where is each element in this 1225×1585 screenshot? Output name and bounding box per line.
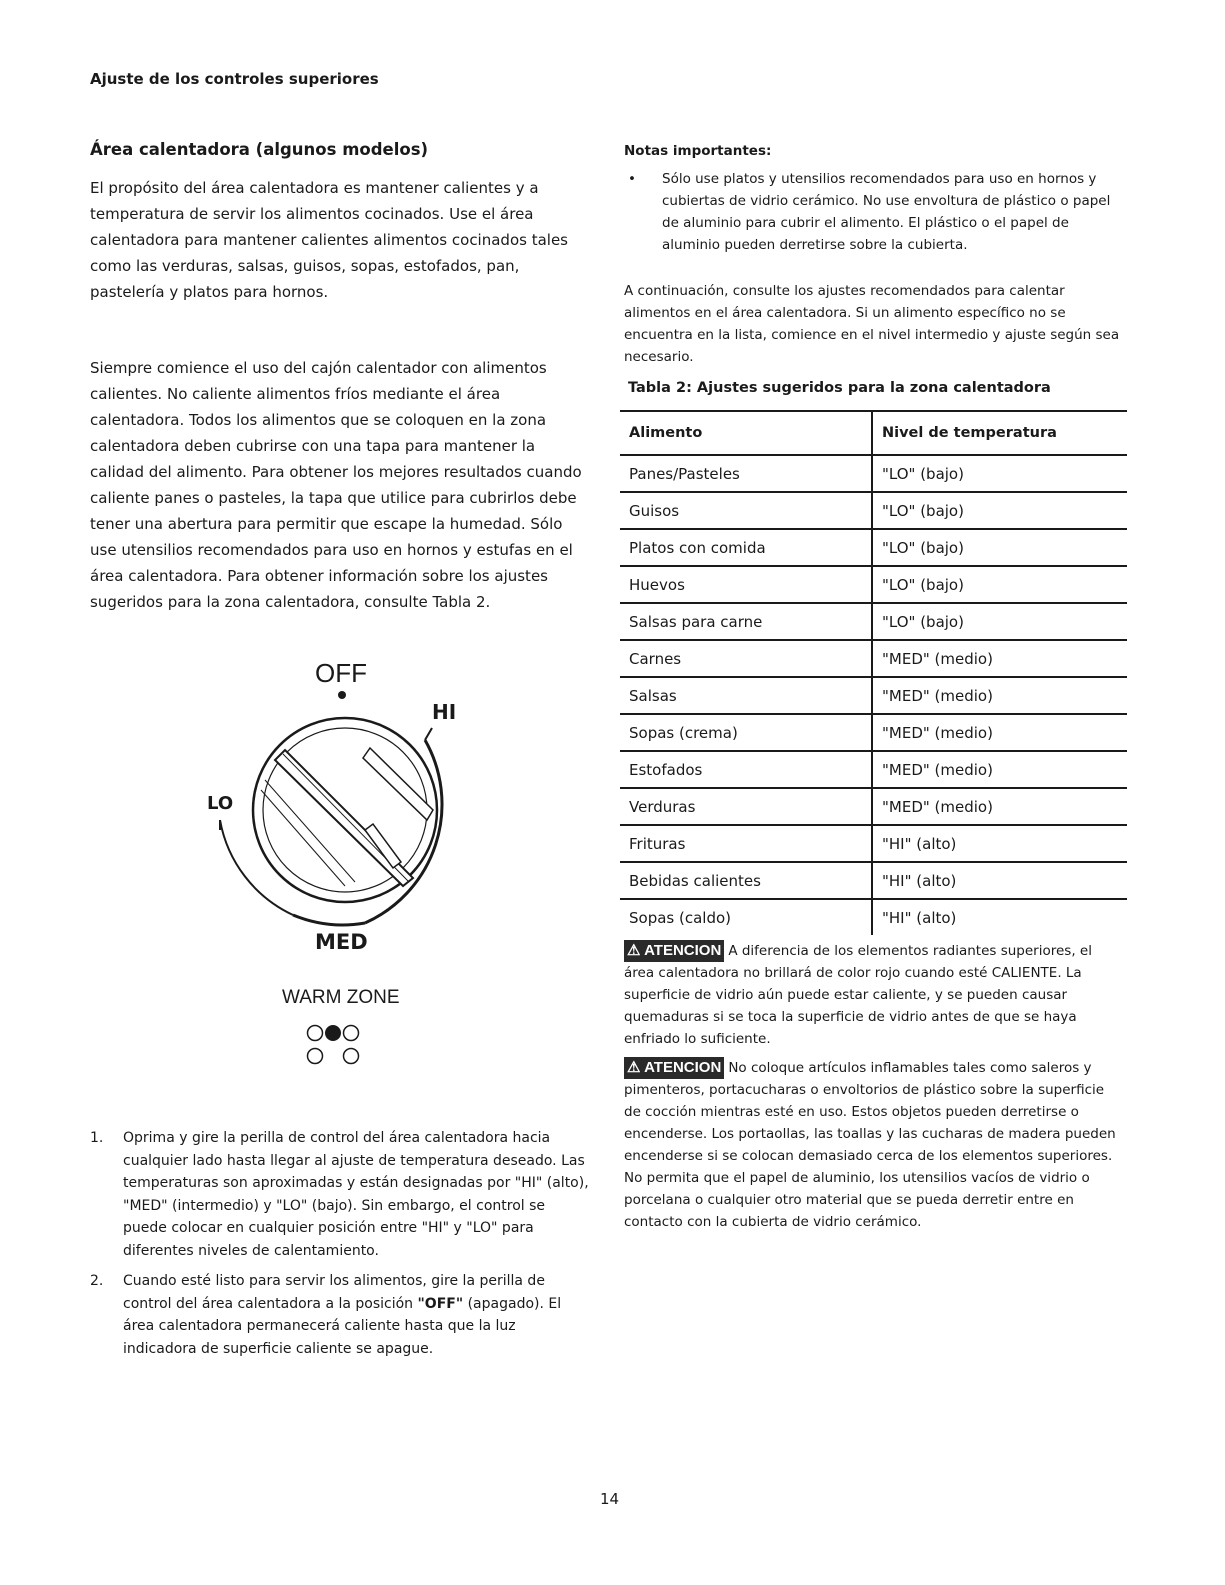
bullet: • — [628, 171, 636, 187]
warning-block-2 — [624, 1057, 1124, 1233]
section-title: Ajuste de los controles superiores — [90, 70, 379, 88]
food-cell: Huevos — [620, 566, 872, 603]
food-cell: Carnes — [620, 640, 872, 677]
step-text-part: (apagado). El área calentadora permanecerá caliente hasta que la luz indicadora de superficie caliente se apague. — [123, 1295, 562, 1357]
column-header: Nivel de temperatura — [872, 411, 1127, 455]
table-caption: Tabla 2: Ajustes sugeridos para la zona calentadora — [628, 380, 1051, 396]
table-row — [620, 862, 1127, 899]
lo-label: LO — [207, 793, 234, 814]
warning-text: No coloque artículos inflamables tales como saleros y pimenteros, portacucharas o envoltorios de plástico sobre la superficie de cocción mientras esté en uso. Estos objetos pueden derretirse o encenderse. Los portaollas, las toallas y las cucharas de madera pueden encenderse si se colocan demasiado cerca de los elementos superiores. No permita que el papel de aluminio, los utensilios vacíos de vidrio o porcelana o cualquier otro material que se pueda derretir entre en contacto con la cubierta de vidrio cerámico. — [624, 1060, 1116, 1230]
dial-graphic — [195, 650, 495, 1030]
table-row — [620, 492, 1127, 529]
level-cell: "MED" (medio) — [872, 677, 1127, 714]
table-row — [620, 455, 1127, 492]
food-cell: Frituras — [620, 825, 872, 862]
table-intro: A continuación, consulte los ajustes recomendados para calentar alimentos en el área calentadora. Si un alimento específico no se encuentra en la lista, comience en el nivel intermedio y ajuste según sea necesario. — [624, 283, 1120, 365]
step-text-part: Cuando esté listo para servir los alimentos, gire la perilla de control del área calentadora a la posición — [123, 1273, 545, 1312]
warm-zone-label: WARM ZONE — [282, 987, 400, 1008]
step-number: 1. — [90, 1130, 104, 1146]
level-cell: "MED" (medio) — [872, 640, 1127, 677]
warning-badge — [624, 940, 724, 962]
food-cell: Sopas (crema) — [620, 714, 872, 751]
step-text: Oprima y gire la perilla de control del área calentadora hacia cualquier lado hasta llegar al ajuste de temperatura deseado. Las temperaturas son aproximadas y están designadas por "HI" (alto), "MED" (intermedio) y "LO" (bajo). Sin embargo, el control se puede colocar en cualquier posición entre "HI" y "LO" para diferentes niveles de calentamiento. — [123, 1130, 589, 1259]
warning-label: ATENCION — [644, 1059, 722, 1076]
level-cell: "LO" (bajo) — [872, 492, 1127, 529]
warm-zone-dial-illustration — [195, 650, 495, 1030]
notes-text: Sólo use platos y utensilios recomendados para uso en hornos y cubiertas de vidrio cerámico. No use envoltura de plástico o papel de aluminio para cubrir el alimento. El plástico o el papel de aluminio pueden derretirse sobre la cubierta. — [662, 171, 1111, 253]
table-row — [620, 566, 1127, 603]
level-cell: "HI" (alto) — [872, 825, 1127, 862]
table-row — [620, 714, 1127, 751]
step-item — [90, 1270, 590, 1360]
step-item — [90, 1127, 590, 1262]
table-row — [620, 529, 1127, 566]
level-cell: "MED" (medio) — [872, 751, 1127, 788]
food-cell: Panes/Pasteles — [620, 455, 872, 492]
table-row — [620, 751, 1127, 788]
step-number: 2. — [90, 1273, 104, 1289]
off-label: OFF — [315, 658, 367, 688]
med-label: MED — [315, 930, 368, 954]
level-cell: "LO" (bajo) — [872, 455, 1127, 492]
food-cell: Salsas — [620, 677, 872, 714]
table-row — [620, 603, 1127, 640]
food-cell: Sopas (caldo) — [620, 899, 872, 935]
burner-indicator-icon — [303, 1020, 383, 1070]
warning-badge — [624, 1057, 724, 1079]
food-cell: Salsas para carne — [620, 603, 872, 640]
table-row — [620, 677, 1127, 714]
level-cell: "MED" (medio) — [872, 788, 1127, 825]
level-cell: "MED" (medio) — [872, 714, 1127, 751]
table-header-row — [620, 411, 1127, 455]
warning-triangle-icon: ⚠ — [627, 1059, 641, 1076]
level-cell: "HI" (alto) — [882, 908, 957, 927]
table-row — [620, 640, 1127, 677]
page-number: 14 — [600, 1490, 620, 1508]
level-cell: "HI" (alto) — [872, 862, 1127, 899]
warm-settings-table — [620, 410, 1127, 935]
column-header: Alimento — [620, 411, 872, 455]
level-cell: "LO" (bajo) — [872, 566, 1127, 603]
warning-triangle-icon: ⚠ — [627, 942, 641, 959]
step-text — [123, 1270, 590, 1360]
level-cell: "LO" (bajo) — [872, 529, 1127, 566]
instruction-steps — [90, 1127, 590, 1368]
table-row — [620, 788, 1127, 825]
intro-paragraph: El propósito del área calentadora es mantener calientes y a temperatura de servir los alimentos cocinados. Use el área calentadora para mantener calientes alimentos cocinados tales como las verduras, salsas, guisos, sopas, estofados, pan, pastelería y platos para hornos. — [90, 179, 568, 301]
warning-text: A diferencia de los elementos radiantes superiores, el área calentadora no brillará de color rojo cuando esté CALIENTE. La superficie de vidrio aún puede estar caliente, y se pueden causar quemaduras si se toca la superficie de vidrio antes de que se haya enfriado lo suficiente. — [624, 943, 1092, 1047]
food-cell: Verduras — [620, 788, 872, 825]
food-cell: Platos con comida — [620, 529, 872, 566]
warning-label: ATENCION — [644, 942, 722, 959]
table-row — [620, 899, 1127, 935]
notes-item — [624, 168, 1124, 256]
table-row — [620, 825, 1127, 862]
warming-area-heading: Área calentadora (algunos modelos) — [90, 140, 429, 159]
food-cell: Estofados — [620, 751, 872, 788]
food-cell: Guisos — [620, 492, 872, 529]
food-cell: Bebidas calientes — [620, 862, 872, 899]
hi-label: HI — [432, 700, 457, 724]
warning-block-1 — [624, 940, 1124, 1050]
off-emphasis: "OFF" — [417, 1295, 464, 1312]
usage-paragraph: Siempre comience el uso del cajón calentador con alimentos calientes. No caliente alimentos fríos mediante el área calentadora. Todos los alimentos que se coloquen en la zona calentadora deben cubrirse con una tapa para mantener la calidad del alimento. Para obtener los mejores resultados cuando caliente panes o pasteles, la tapa que utilice para cubrirlos debe tener una abertura para permitir que escape la humedad. Sólo use utensilios recomendados para uso en hornos y estufas en el área calentadora. Para obtener información sobre los ajustes sugeridos para la zona calentadora, consulte Tabla 2. — [90, 359, 582, 611]
notes-title: Notas importantes: — [624, 143, 772, 159]
level-cell: "LO" (bajo) — [872, 603, 1127, 640]
